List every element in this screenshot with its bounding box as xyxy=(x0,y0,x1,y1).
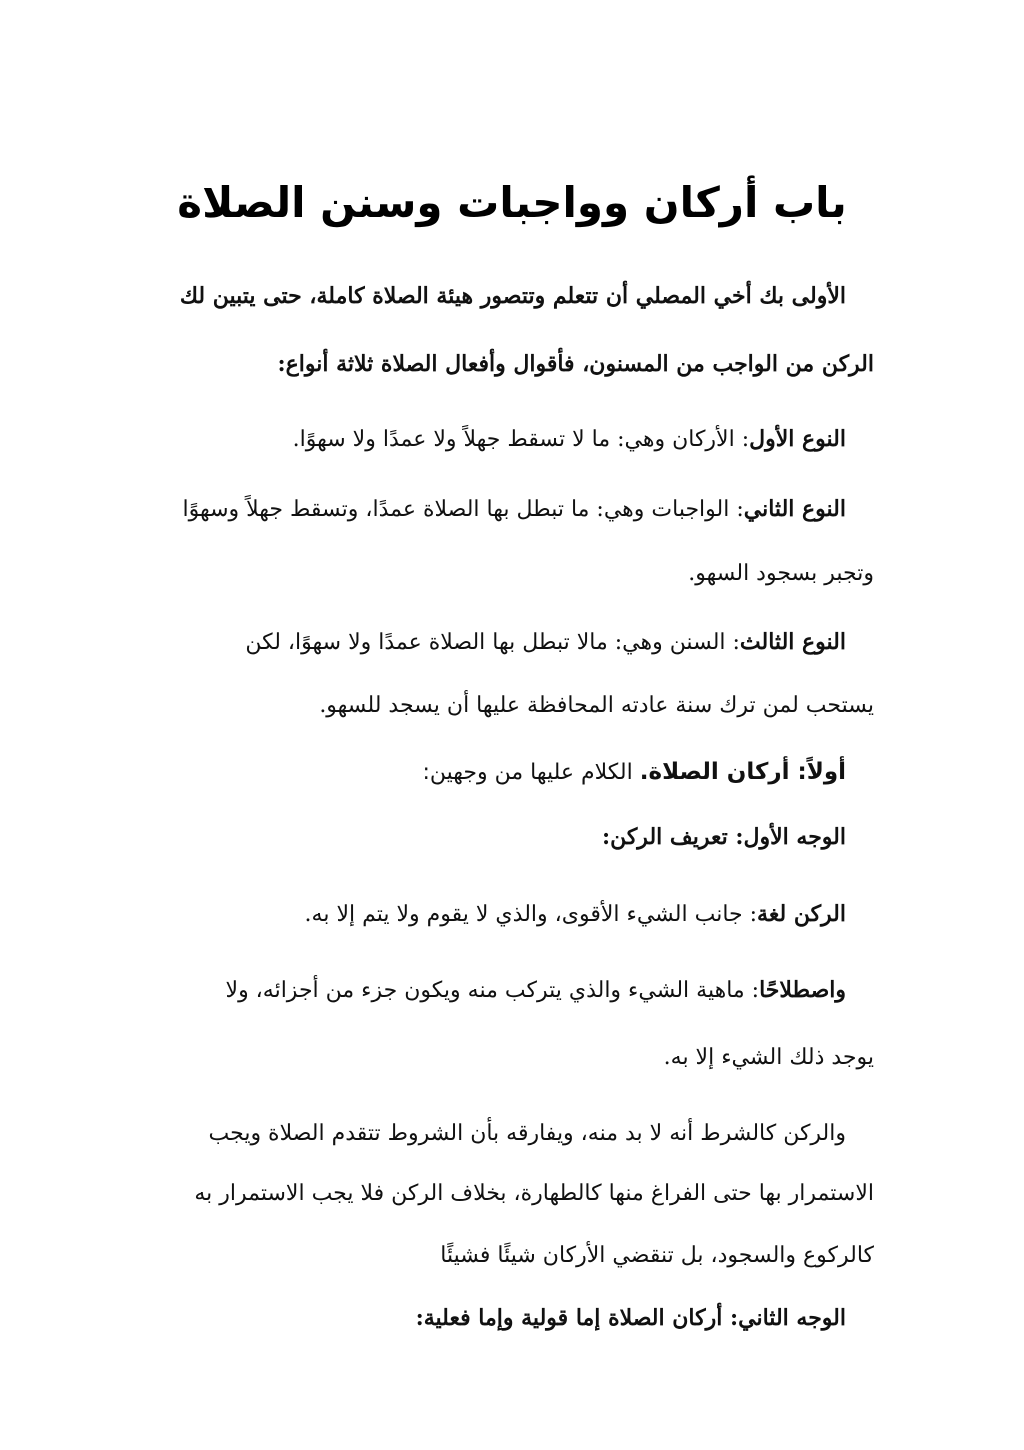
chapter-title: باب أركان وواجبات وسنن الصلاة xyxy=(177,178,847,227)
aspect-1-heading xyxy=(78,803,846,871)
shart-paragraph-cont xyxy=(78,1160,874,1228)
aspect-2-heading xyxy=(78,1284,846,1352)
shart-paragraph-cont-2 xyxy=(78,1222,874,1290)
type-3-line-2: يستحب لمن ترك سنة عادته المحافظة عليها أن يسجد للسهو. xyxy=(319,693,874,718)
aspect-1-text: : تعريف الركن: xyxy=(601,824,744,850)
shart-line-3: كالركوع والسجود، بل تنقضي الأركان شيئًا فشيئًا xyxy=(440,1243,874,1268)
type-2-paragraph xyxy=(78,475,846,544)
type-1-label: النوع الأول xyxy=(749,426,846,452)
aspect-1-label: الوجه الأول xyxy=(743,824,846,850)
shart-paragraph xyxy=(78,1100,846,1168)
intro-line-1: الأولى بك أخي المصلي أن تتعلم وتتصور هيئة الصلاة كاملة، حتى يتبين لك xyxy=(179,283,846,309)
intro-paragraph xyxy=(78,262,846,330)
lugha-text: : جانب الشيء الأقوى، والذي لا يقوم ولا يتم إلا به. xyxy=(304,902,758,927)
type-3-label: النوع الثالث xyxy=(739,629,846,655)
section-1-text: الكلام عليها من وجهين: xyxy=(422,760,640,785)
istilah-paragraph xyxy=(78,956,846,1025)
type-2-label: النوع الثاني xyxy=(743,496,846,522)
intro-paragraph-cont xyxy=(78,330,874,398)
istilah-paragraph-cont xyxy=(78,1024,874,1092)
type-3-paragraph xyxy=(78,608,846,677)
lugha-label: الركن لغة xyxy=(757,901,846,927)
aspect-2-text: : أركان الصلاة إما قولية وإما فعلية: xyxy=(415,1305,739,1331)
istilah-line-2: يوجد ذلك الشيء إلا به. xyxy=(663,1045,874,1070)
type-2-paragraph-cont xyxy=(78,540,874,608)
section-1-label: أولاً: أركان الصلاة. xyxy=(639,759,846,785)
aspect-2-label: الوجه الثاني xyxy=(738,1305,846,1331)
type-3-paragraph-cont xyxy=(78,672,874,740)
type-3-line-1: : السنن وهي: مالا تبطل بها الصلاة عمدًا ولا سهوًا، لكن xyxy=(245,630,740,655)
shart-line-1: والركن كالشرط أنه لا بد منه، ويفارقه بأن الشروط تتقدم الصلاة ويجب xyxy=(208,1121,846,1146)
istilah-line-1: : ماهية الشيء والذي يتركب منه ويكون جزء من أجزائه، ولا xyxy=(225,978,760,1003)
type-1-text: : الأركان وهي: ما لا تسقط جهلاً ولا عمدًا ولا سهوًا. xyxy=(292,427,750,452)
shart-line-2: الاستمرار بها حتى الفراغ منها كالطهارة، بخلاف الركن فلا يجب الاستمرار به xyxy=(194,1181,874,1206)
type-2-line-2: وتجبر بسجود السهو. xyxy=(688,561,874,586)
lugha-paragraph xyxy=(78,880,846,949)
intro-line-2: الركن من الواجب من المسنون، فأقوال وأفعال الصلاة ثلاثة أنواع: xyxy=(277,351,874,377)
section-1-heading xyxy=(78,738,846,807)
istilah-label: واصطلاحًا xyxy=(759,977,846,1003)
type-1-paragraph xyxy=(78,405,846,474)
type-2-line-1: : الواجبات وهي: ما تبطل بها الصلاة عمدًا، وتسقط جهلاً وسهوًا xyxy=(182,497,744,522)
